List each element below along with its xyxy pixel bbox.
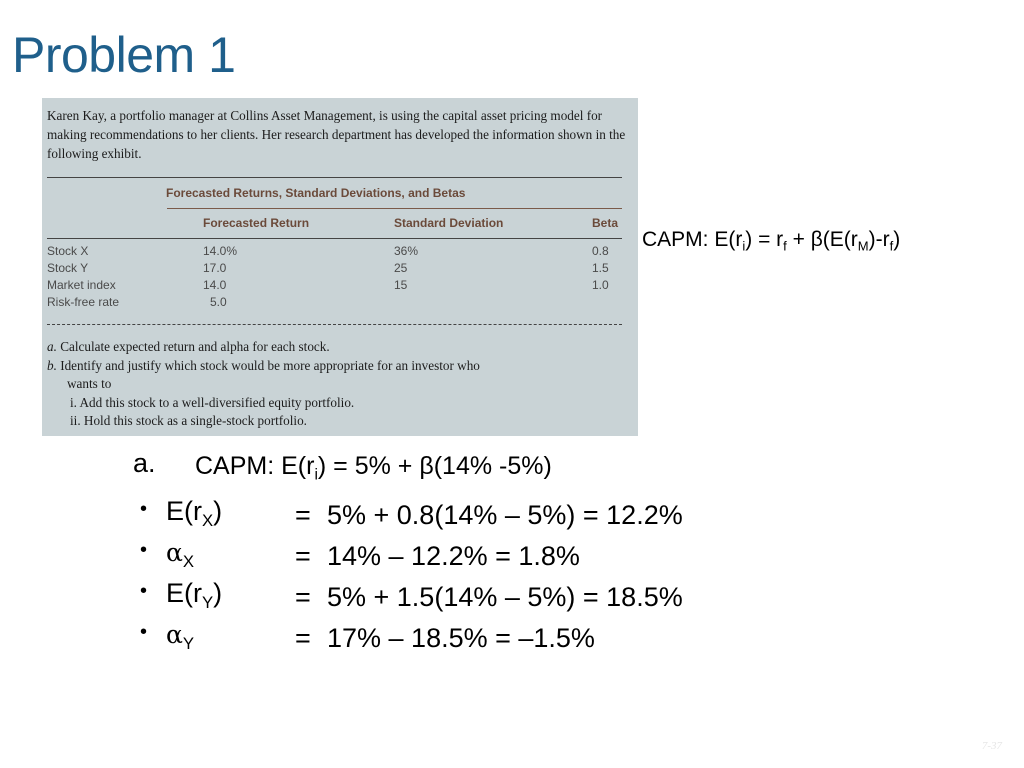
capm-formula-applied: CAPM: $E(r_i) = 5\% + \beta(14\%$ -5%) <box>195 452 552 484</box>
question-a-text: Calculate expected return and alpha for each stock. <box>60 339 330 354</box>
question-b-text: Identify and justify which stock would be more appropriate for an investor who <box>60 357 480 373</box>
equals-sign: = <box>295 500 311 530</box>
bullet-icon: • <box>140 498 148 520</box>
row-label: Stock X <box>47 244 89 258</box>
question-b-letter: b. <box>47 357 57 373</box>
row-beta: 1.5 <box>592 261 609 275</box>
row-label: Market index <box>47 278 116 292</box>
row-return: 5.0 <box>210 295 227 309</box>
row-sd: 15 <box>394 278 408 292</box>
problem-intro-text: Karen Kay, a portfolio manager at Collins Asset Management, is using the capital asset pricing model for making recommendations to her clients. Her research department has developed the information shown in the following exhibit. <box>47 108 626 161</box>
row-return: 14.0% <box>203 244 238 258</box>
result-value: 5% + 1.5(14% – 5%) = 18.5% <box>327 582 683 612</box>
result-label: $\alpha_Y$ <box>166 620 195 653</box>
result-value: 5% + 0.8(14% – 5%) = 12.2% <box>327 500 683 530</box>
row-label: Risk-free rate <box>47 295 120 309</box>
equals-sign: = <box>295 582 311 612</box>
row-sd: 36% <box>394 244 419 258</box>
header-standard-deviation: Standard Deviation <box>394 216 504 230</box>
question-b-continuation: wants to <box>67 376 112 391</box>
row-return: 17.0 <box>203 261 227 275</box>
table-top-rule <box>47 177 622 178</box>
table-bottom-dashed-rule <box>47 324 622 325</box>
table-title-rule <box>167 208 622 209</box>
question-b-i: i. Add this stock to a well-diversified equity portfolio. <box>70 394 355 410</box>
bullet-icon: • <box>140 580 148 602</box>
equals-sign: = <box>295 623 311 653</box>
slide-title: Problem 1 <box>12 27 236 83</box>
row-return: 14.0 <box>203 278 227 292</box>
textbook-excerpt-image <box>42 98 638 436</box>
page-number: 7-37 <box>981 740 1002 752</box>
bullet-icon: • <box>140 621 148 643</box>
exhibit-table-title: Forecasted Returns, Standard Deviations, and Betas <box>166 186 466 200</box>
question-a-letter: a. <box>47 339 57 354</box>
capm-formula-general: CAPM: $E(r_i) = r_f + \beta(E(r_M)-r_f)$ <box>642 228 901 254</box>
question-b <box>47 357 633 376</box>
question-list <box>47 338 633 431</box>
result-label: $\alpha_X$ <box>166 538 195 571</box>
result-label: $E(r_X)$ <box>166 496 223 530</box>
row-label: Stock Y <box>47 261 89 275</box>
table-header-rule <box>47 238 622 239</box>
bullet-icon: • <box>140 539 148 561</box>
result-label: $E(r_Y)$ <box>166 578 223 612</box>
header-forecasted-return: Forecasted Return <box>203 216 310 230</box>
question-b-ii: ii. Hold this stock as a single-stock portfolio. <box>70 413 307 428</box>
result-value: 14% – 12.2% = 1.8% <box>327 541 580 571</box>
header-beta: Beta <box>592 216 619 230</box>
part-a-label: a. <box>133 448 156 478</box>
row-beta: 0.8 <box>592 244 609 258</box>
result-value: 17% – 18.5% = –1.5% <box>327 623 595 653</box>
question-a <box>47 338 633 357</box>
row-beta: 1.0 <box>592 278 609 292</box>
equals-sign: = <box>295 541 311 571</box>
row-sd: 25 <box>394 261 408 275</box>
